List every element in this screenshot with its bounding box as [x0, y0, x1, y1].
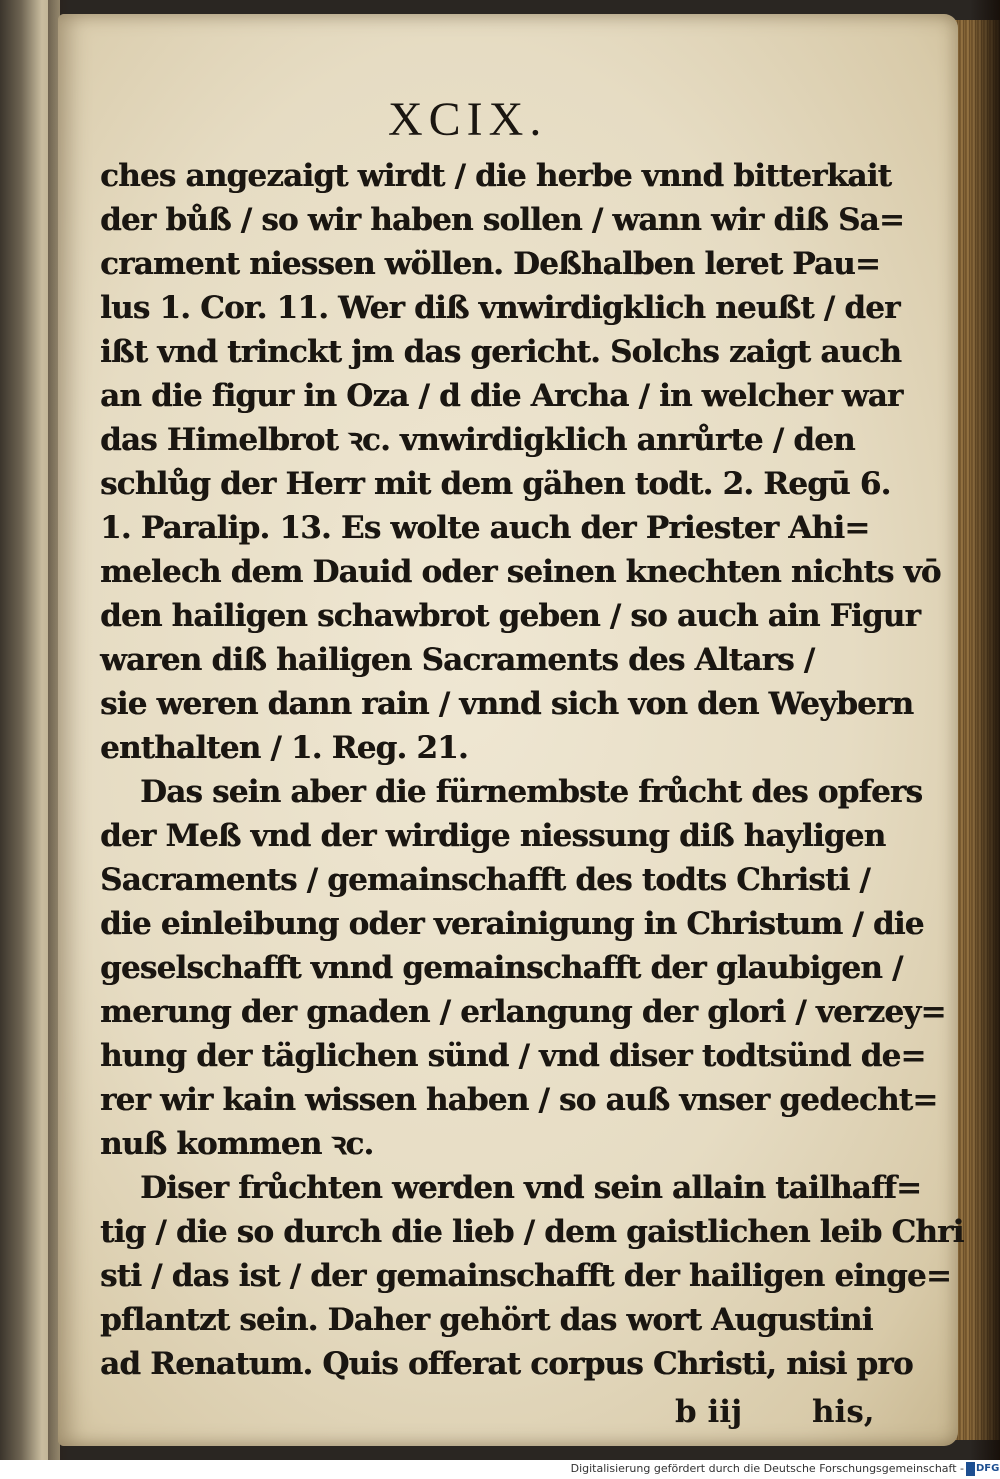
- text-line: schlůg der Herr mit dem gähen todt. 2. Regū 6.: [100, 466, 891, 502]
- text-line: merung der gnaden / erlangung der glori / verzey=: [100, 994, 946, 1030]
- catchword: his,: [812, 1394, 875, 1430]
- text-line: geselschafft vnnd gemainschafft der glaubigen /: [100, 950, 903, 986]
- page-sheet: [58, 14, 964, 1446]
- text-line: ches angezaigt wirdt / die herbe vnnd bitterkait: [100, 158, 892, 194]
- text-line: das Himelbrot ꝛc. vnwirdigklich anrůrte / den: [100, 422, 855, 458]
- text-line: hung der täglichen sünd / vnd diser todtsünd de=: [100, 1038, 926, 1074]
- dfg-logo: [966, 1462, 1000, 1476]
- text-line: enthalten / 1. Reg. 21.: [100, 730, 468, 766]
- text-line: ad Renatum. Quis offerat corpus Christi, nisi pro: [100, 1346, 913, 1382]
- text-line: tig / die so durch die lieb / dem gaistlichen leib Chri: [100, 1214, 964, 1250]
- text-line: sti / das ist / der gemainschafft der hailigen einge=: [100, 1258, 952, 1294]
- paragraph-start-line: Das sein aber die fürnembste frůcht des opfers: [140, 774, 923, 810]
- text-line: pflantzt sein. Daher gehört das wort Augustini: [100, 1302, 873, 1338]
- text-line: Sacraments / gemainschafft des todts Christi /: [100, 862, 870, 898]
- text-line: sie weren dann rain / vnnd sich von den Weybern: [100, 686, 914, 722]
- dfg-logo-mark: [966, 1462, 975, 1476]
- dfg-logo-text: DFG: [976, 1463, 1000, 1474]
- text-line: die einleibung oder verainigung in Christum / die: [100, 906, 924, 942]
- funding-credit: Digitalisierung gefördert durch die Deutsche Forschungsgemeinschaft -: [570, 1462, 964, 1475]
- text-line: lus 1. Cor. 11. Wer diß vnwirdigklich neußt / der: [100, 290, 900, 326]
- fore-edge-shadow: [970, 0, 1000, 1460]
- text-line: der bůß / so wir haben sollen / wann wir diß Sa=: [100, 202, 904, 238]
- text-line: waren diß hailigen Sacraments des Altars /: [100, 642, 815, 678]
- paragraph-start-line: Diser frůchten werden vnd sein allain tailhaff=: [140, 1170, 922, 1206]
- text-line: crament niessen wöllen. Deßhalben leret Pau=: [100, 246, 881, 282]
- text-line: den hailigen schawbrot geben / so auch ain Figur: [100, 598, 920, 634]
- text-line: melech dem Dauid oder seinen knechten nichts vō: [100, 554, 941, 590]
- text-line: nuß kommen ꝛc.: [100, 1126, 374, 1162]
- text-line: 1. Paralip. 13. Es wolte auch der Priester Ahi=: [100, 510, 870, 546]
- digitization-footer: [0, 1460, 1000, 1479]
- text-line: ißt vnd trinckt jm das gericht. Solchs zaigt auch: [100, 334, 902, 370]
- text-line: der Meß vnd der wirdige niessung diß hayligen: [100, 818, 886, 854]
- page-number: XCIX.: [388, 93, 548, 146]
- text-line: rer wir kain wissen haben / so auß vnser gedecht=: [100, 1082, 938, 1118]
- signature-mark: b iij: [675, 1394, 743, 1430]
- text-line: an die figur in Oza / d die Archa / in welcher war: [100, 378, 903, 414]
